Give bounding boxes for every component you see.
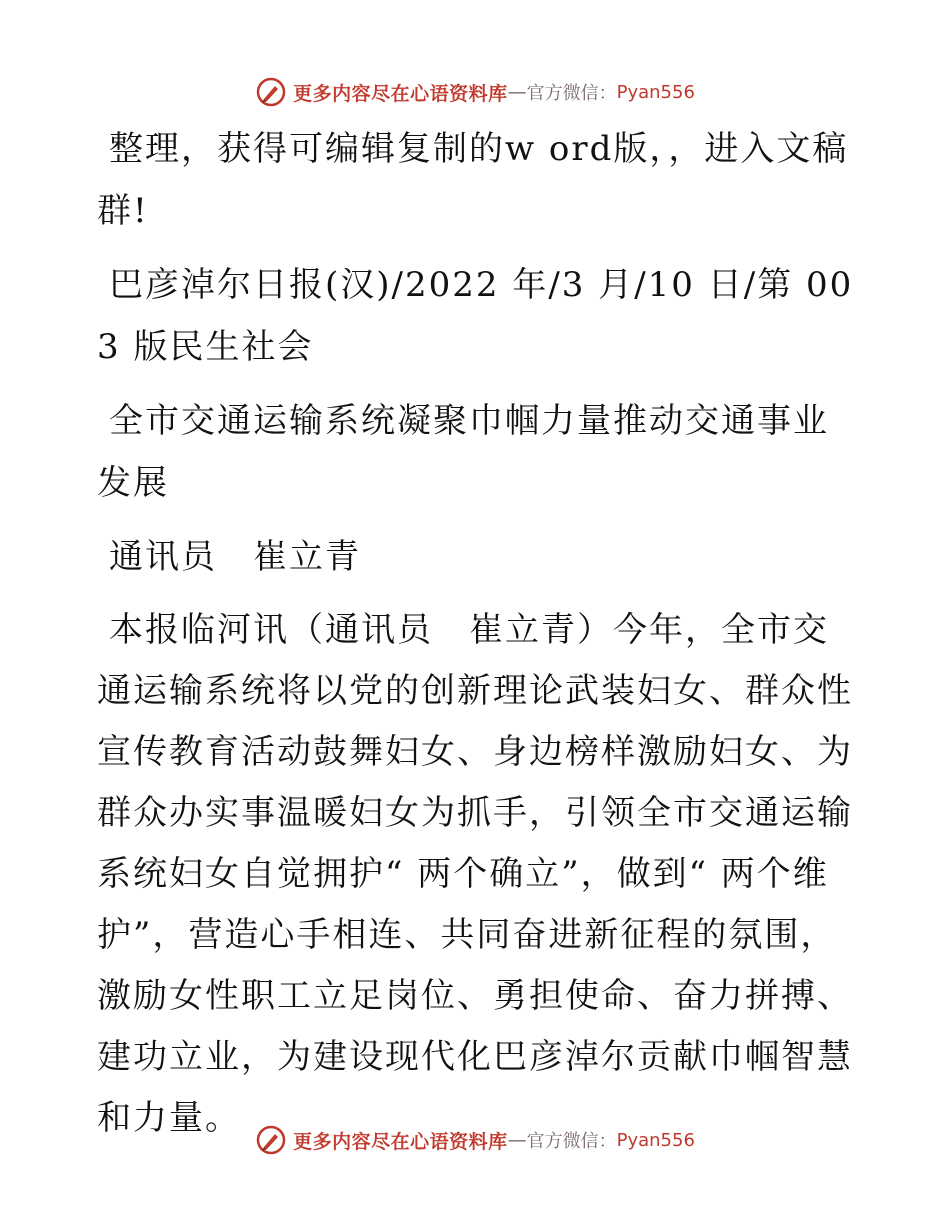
- footer-wechat-id: Pyan556: [616, 1129, 695, 1151]
- header-banner: [0, 72, 950, 112]
- footer-dash: —: [507, 1129, 527, 1151]
- source-line: 巴彦淖尔日报(汉)/2022 年/3 月/10 日/第 003 版民生社会: [97, 265, 854, 367]
- footer-banner: [0, 1120, 950, 1160]
- pen-logo-icon: [255, 76, 287, 108]
- banner-brand: 更多内容尽在心语资料库: [293, 82, 508, 105]
- byline: 通讯员 崔立青: [109, 537, 361, 577]
- intro-paragraph: 整理，获得可编辑复制的w ord版，，进入文稿群!: [97, 129, 849, 231]
- banner-wechat-label: 官方微信：: [526, 83, 617, 104]
- banner-dash: —: [507, 81, 527, 103]
- article-title: 全市交通运输系统凝聚巾帼力量推动交通事业发展: [97, 401, 829, 503]
- pen-logo-icon: [255, 1124, 287, 1156]
- document-body: [97, 118, 857, 1161]
- article-body: 本报临河讯（通讯员 崔立青）今年，全市交通运输系统将以党的创新理论武装妇女、群众性宣传教育活动鼓舞妇女、身边榜样激励妇女、为群众办实事温暖妇女为抓手，引领全市交通运输系统妇女自觉拥护“ 两个确立”，做到“ 两个维护”，营造心手相连、共同奋进新征程的氛围，激励女性职工立足岗位、勇担使命、奋力拼搏、建功立业，为建设现代化巴彦淖尔贡献巾帼智慧和力量。: [97, 610, 853, 1138]
- banner-wechat-id: Pyan556: [616, 81, 695, 103]
- footer-wechat-label: 官方微信：: [526, 1131, 617, 1152]
- footer-brand: 更多内容尽在心语资料库: [293, 1130, 508, 1153]
